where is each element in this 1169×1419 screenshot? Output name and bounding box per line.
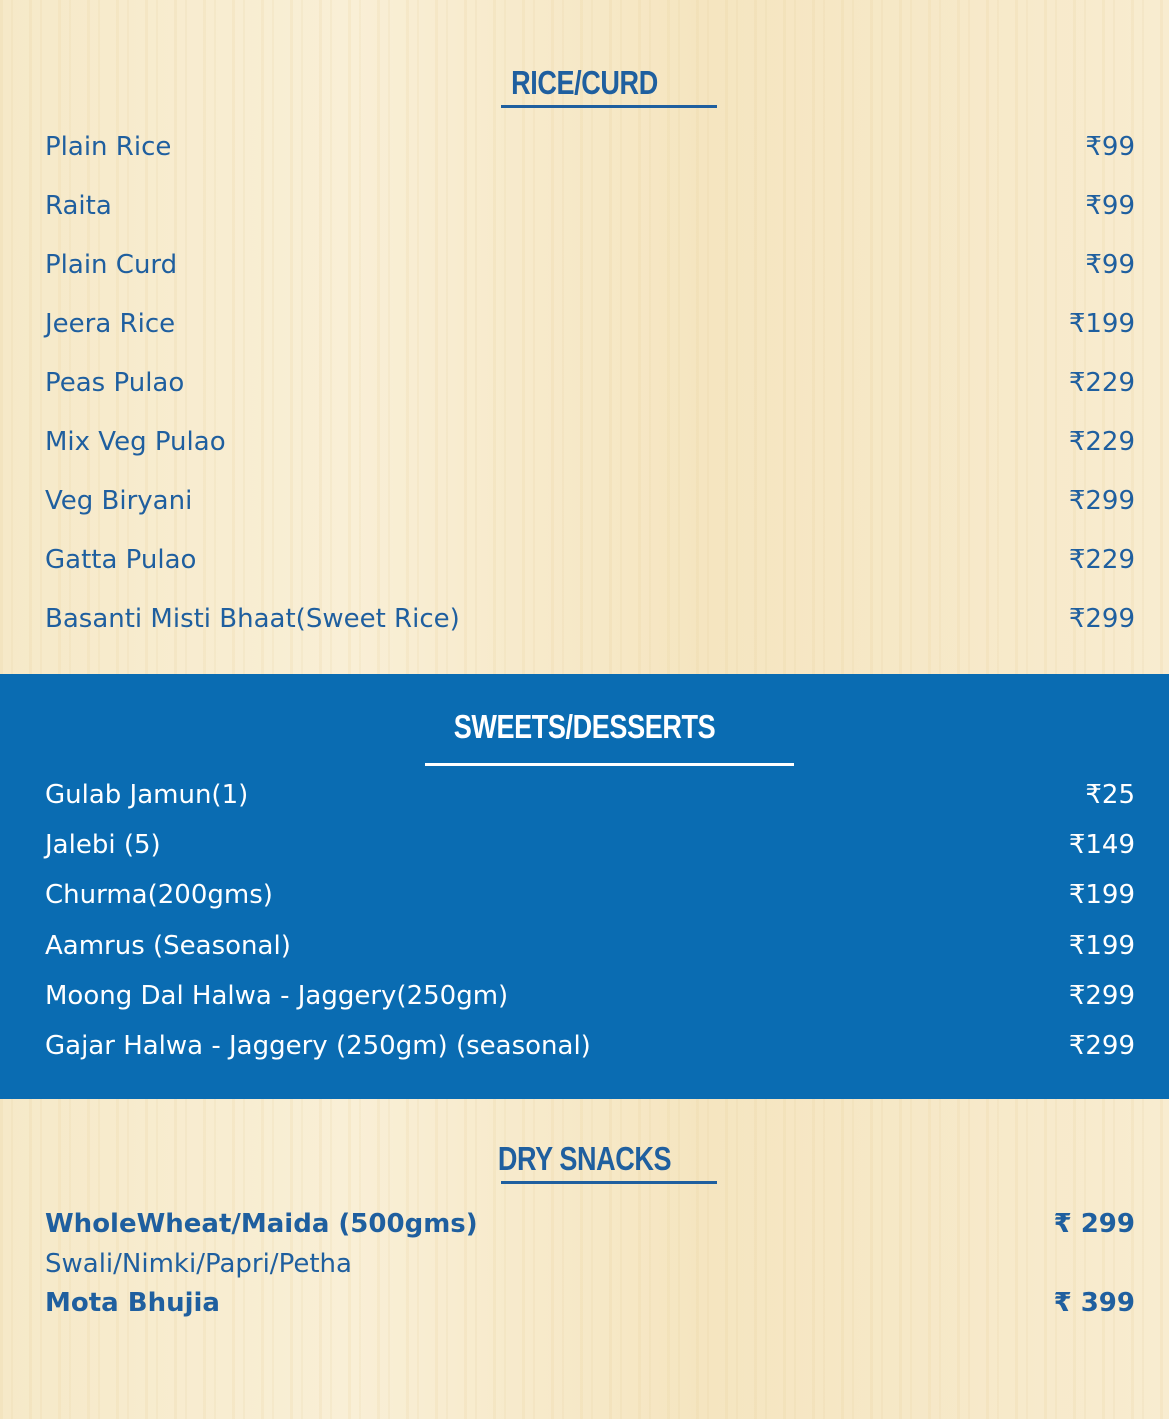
item-price: ₹299 [1068, 1031, 1135, 1061]
item-name: Mix Veg Pulao [45, 427, 226, 457]
item-name: Veg Biryani [45, 486, 193, 516]
item-price: ₹199 [1068, 309, 1135, 339]
menu-item [45, 542, 1135, 578]
menu-item [45, 129, 1135, 165]
menu-item [45, 978, 1135, 1014]
item-name: Gatta Pulao [45, 545, 197, 575]
menu-item [45, 777, 1135, 813]
item-name: Gulab Jamun(1) [45, 780, 249, 810]
item-name: Moong Dal Halwa - Jaggery(250gm) [45, 980, 509, 1011]
item-price: ₹299 [1068, 486, 1135, 516]
item-name: Aamrus (Seasonal) [45, 930, 291, 961]
section-underline [425, 763, 794, 766]
item-price: ₹229 [1068, 545, 1135, 575]
menu-item [45, 306, 1135, 342]
sweets-desserts-section [0, 674, 1169, 1099]
item-name: Plain Rice [45, 132, 172, 162]
item-name: Basanti Misti Bhaat(Sweet Rice) [45, 604, 460, 634]
menu-item [45, 247, 1135, 283]
menu-item [45, 365, 1135, 401]
item-name: Swali/Nimki/Papri/Petha [45, 1249, 352, 1279]
menu-item [45, 1206, 1135, 1242]
section-underline [501, 105, 717, 108]
item-price: ₹ 399 [1053, 1288, 1135, 1318]
menu-item [45, 1246, 1135, 1282]
item-name: Raita [45, 191, 112, 221]
item-name: Mota Bhujia [45, 1288, 220, 1318]
item-price: ₹99 [1085, 132, 1135, 162]
item-price: ₹99 [1085, 191, 1135, 221]
item-price: ₹25 [1085, 780, 1135, 810]
menu-item [45, 928, 1135, 964]
item-price: ₹299 [1068, 604, 1135, 634]
item-price: ₹ 299 [1053, 1209, 1135, 1239]
item-name: Jalebi (5) [45, 830, 161, 861]
menu-item [45, 1028, 1135, 1064]
menu-item [45, 877, 1135, 913]
item-name: WholeWheat/Maida (500gms) [45, 1209, 478, 1239]
menu-item [45, 483, 1135, 519]
item-price: ₹229 [1068, 427, 1135, 457]
menu-item [45, 1285, 1135, 1321]
item-price: ₹99 [1085, 250, 1135, 280]
section-title-rice-curd: RICE/CURD [511, 64, 658, 101]
item-name: Plain Curd [45, 250, 178, 280]
item-price: ₹199 [1068, 880, 1135, 911]
menu-item [45, 188, 1135, 224]
item-price: ₹199 [1068, 930, 1135, 961]
item-name: Churma(200gms) [45, 880, 273, 911]
menu-item [45, 601, 1135, 637]
section-title-sweets-desserts: SWEETS/DESSERTS [453, 708, 716, 745]
item-price: ₹149 [1068, 830, 1135, 861]
item-name: Gajar Halwa - Jaggery (250gm) (seasonal) [45, 1031, 591, 1061]
section-underline [501, 1181, 717, 1184]
item-name: Peas Pulao [45, 368, 185, 398]
item-price: ₹299 [1068, 980, 1135, 1011]
menu-item [45, 827, 1135, 863]
menu-item [45, 424, 1135, 460]
item-price: ₹229 [1068, 368, 1135, 398]
section-title-dry-snacks: DRY SNACKS [497, 1140, 672, 1177]
item-name: Jeera Rice [45, 309, 176, 339]
